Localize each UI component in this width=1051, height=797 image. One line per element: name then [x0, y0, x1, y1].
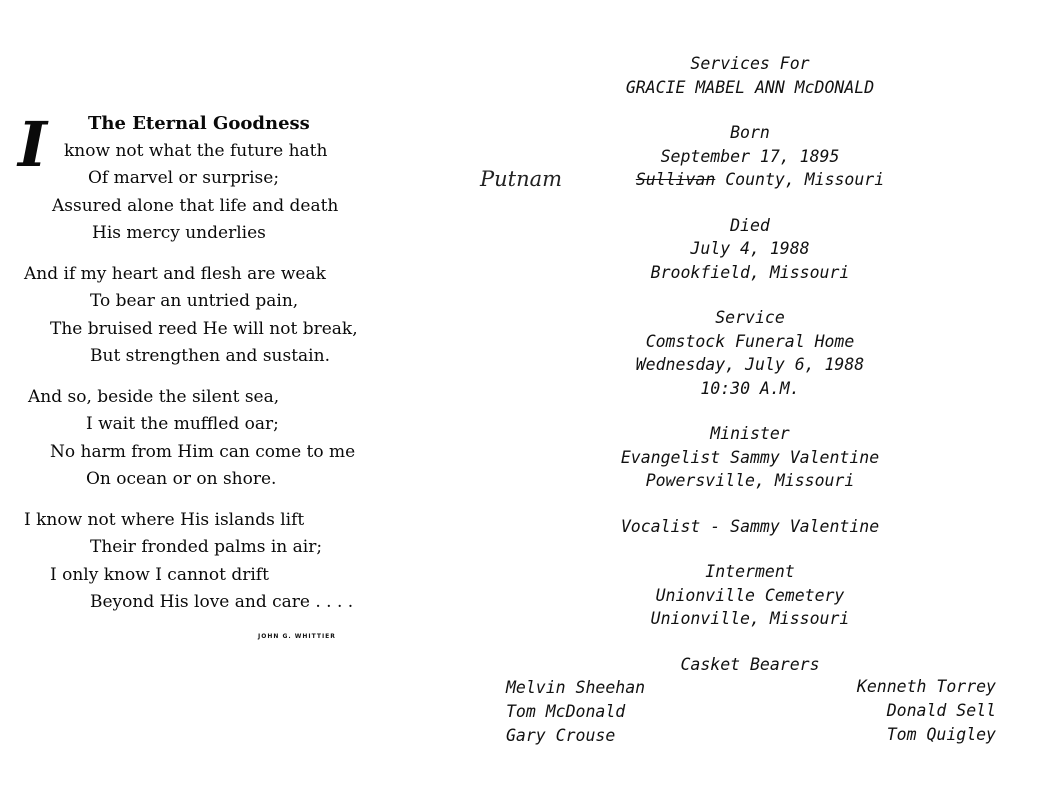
service-location: Comstock Funeral Home — [645, 331, 855, 351]
died-section — [480, 214, 1020, 285]
bearer-name: Gary Crouse — [506, 726, 616, 745]
bearers-heading-block — [480, 653, 1020, 677]
interment-heading: Interment — [705, 562, 795, 581]
minister-section — [480, 422, 1020, 493]
minister-name: Evangelist Sammy Valentine — [620, 447, 880, 467]
poem-line: The bruised reed He will not break, — [50, 318, 358, 339]
poem-line: I know not where His islands lift — [24, 509, 305, 530]
poem-line: Their fronded palms in air; — [90, 537, 323, 557]
deceased-name: GRACIE MABEL ANN McDONALD — [625, 77, 875, 97]
poem-line: But strengthen and sustain. — [90, 346, 330, 366]
casket-bearers-heading: Casket Bearers — [680, 654, 820, 674]
poem-drop-cap: I — [18, 108, 48, 181]
poem-line: His mercy underlies — [92, 223, 266, 243]
poem-stanza-4 — [14, 507, 414, 617]
birth-place-rest: County, Missouri — [715, 170, 885, 189]
death-place: Brookfield, Missouri — [650, 262, 850, 282]
poem — [14, 110, 414, 630]
vocalist-line: Vocalist - Sammy Valentine — [620, 516, 880, 536]
poem-line: And so, beside the silent sea, — [28, 386, 280, 407]
born-section — [480, 121, 1020, 192]
born-heading: Born — [730, 123, 770, 142]
service-program — [480, 52, 1020, 748]
bearer-name: Tom McDonald — [506, 702, 626, 721]
interment-section — [480, 560, 1020, 631]
poem-line: No harm from Him can come to me — [50, 441, 356, 462]
service-heading: Service — [715, 308, 785, 327]
bearers-left-column — [506, 676, 645, 748]
cemetery-name: Unionville Cemetery — [655, 585, 845, 605]
poem-stanza-2 — [14, 261, 414, 371]
poem-title: The Eternal Goodness — [88, 113, 310, 134]
poem-line: Of marvel or surprise; — [88, 168, 280, 188]
birth-date: September 17, 1895 — [660, 146, 840, 166]
bearer-name: Donald Sell — [886, 701, 996, 720]
birth-place — [480, 168, 1020, 192]
poem-line: On ocean or on shore. — [86, 469, 277, 489]
program-header — [480, 52, 1020, 99]
poem-author: JOHN G. WHITTIER — [258, 633, 336, 640]
poem-line: I only know I cannot drift — [50, 564, 269, 585]
vocalist-section — [480, 515, 1020, 539]
struck-county: Sullivan — [635, 170, 716, 189]
service-date: Wednesday, July 6, 1988 — [635, 355, 865, 374]
bearer-name: Kenneth Torrey — [856, 677, 996, 696]
death-date: July 4, 1988 — [690, 239, 810, 258]
poem-stanza-1 — [14, 110, 414, 248]
cemetery-location: Unionville, Missouri — [650, 609, 850, 628]
poem-line: To bear an untried pain, — [90, 291, 299, 311]
service-section — [480, 306, 1020, 400]
poem-line: know not what the future hath — [64, 140, 328, 161]
poem-line: I wait the muffled oar; — [86, 414, 279, 434]
service-time: 10:30 A.M. — [700, 378, 800, 398]
poem-stanza-3 — [14, 384, 414, 494]
died-heading: Died — [730, 215, 770, 235]
poem-line: And if my heart and flesh are weak — [24, 263, 326, 284]
minister-heading: Minister — [710, 424, 790, 443]
handwritten-correction: Putnam — [480, 167, 563, 191]
poem-line: Assured alone that life and death — [52, 195, 339, 216]
casket-bearers — [480, 676, 1020, 748]
bearer-name: Tom Quigley — [886, 725, 996, 744]
bearers-right-column — [857, 675, 996, 747]
poem-line: Beyond His love and care . . . . — [90, 592, 354, 612]
bearer-name: Melvin Sheehan — [506, 678, 646, 697]
minister-location: Powersville, Missouri — [645, 471, 855, 490]
services-for-heading: Services For — [690, 54, 810, 73]
